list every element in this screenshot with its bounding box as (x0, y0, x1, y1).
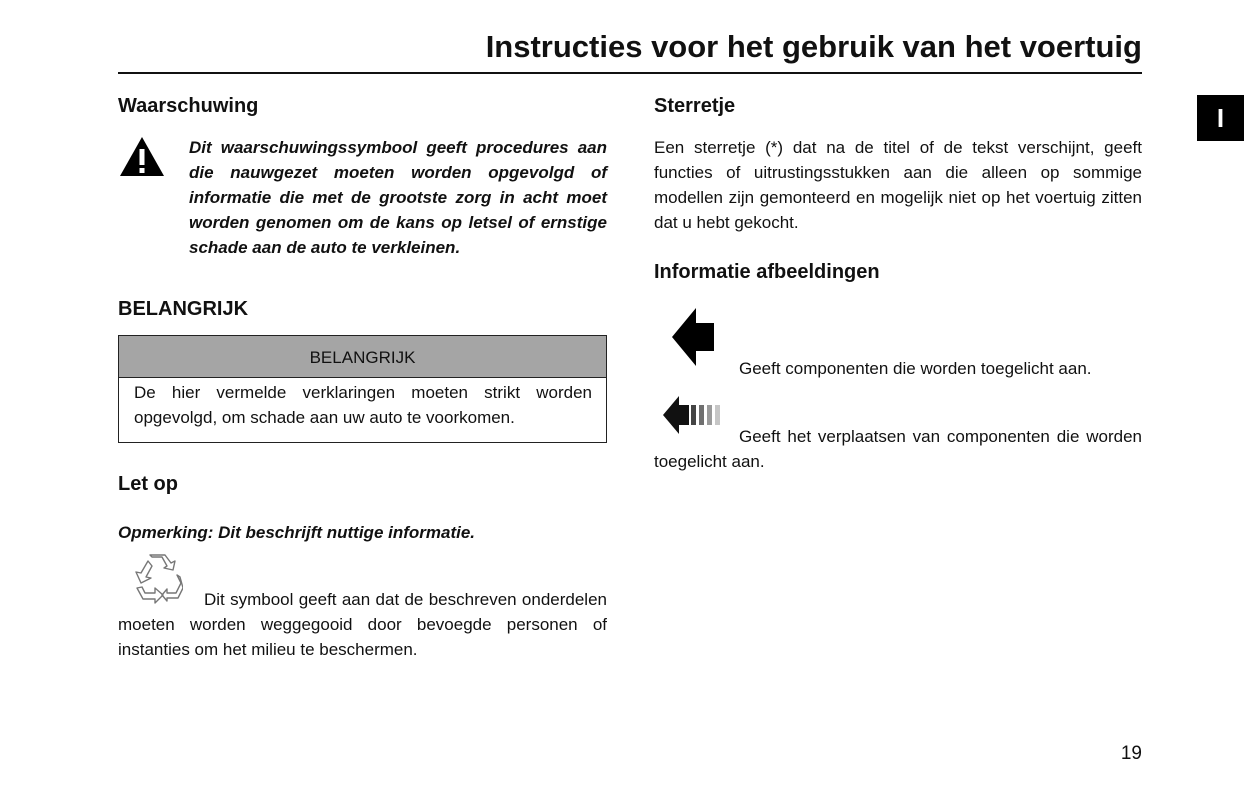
images-info-heading: Informatie afbeeldingen (654, 261, 880, 283)
title-divider (118, 72, 1142, 74)
section-tab: I (1197, 95, 1244, 141)
asterisk-text: Een sterretje (*) dat na de titel of de tekst verschijnt, geeft functies of uitrustingsstukken aan die alleen op sommige modellen zijn gemonteerd en mogelijk niet op het voertuig zitten dat u hebt gekocht. (654, 138, 1142, 232)
important-heading: BELANGRIJK (118, 298, 249, 320)
solid-arrow-icon (672, 308, 714, 366)
note-heading: Let op (118, 473, 178, 495)
warning-text: Dit waarschuwingssymbool geeft procedures aan die nauwgezet moeten worden opgevolgd of informatie die met de grootste zorg in acht moet worden genomen om de kans op letsel of ernstige schade aan de auto te verkleinen. (189, 138, 607, 257)
asterisk-heading: Sterretje (654, 95, 736, 117)
solid-arrow-text: Geeft componenten die worden toegelicht aan. (739, 359, 1092, 378)
moving-arrow-text: Geeft het verplaatsen van componenten die worden toegelicht aan. (654, 427, 1142, 471)
important-box (118, 335, 607, 443)
warning-heading: Waarschuwing (118, 95, 259, 117)
page-number: 19 (1120, 743, 1142, 764)
remark-text: Opmerking: Dit beschrijft nuttige informatie. (118, 523, 476, 542)
warning-triangle-icon (118, 135, 166, 178)
recycle-text: Dit symbool geeft aan dat de beschreven onderdelen moeten worden weggegooid door bevoegde personen of instanties om het milieu te beschermen. (118, 590, 607, 659)
page-title: Instructies voor het gebruik van het voertuig (485, 29, 1142, 64)
important-box-title: BELANGRIJK (119, 336, 606, 378)
important-box-text: De hier vermelde verklaringen moeten strikt worden opgevolgd, om schade aan uw auto te voorkomen. (134, 383, 592, 427)
